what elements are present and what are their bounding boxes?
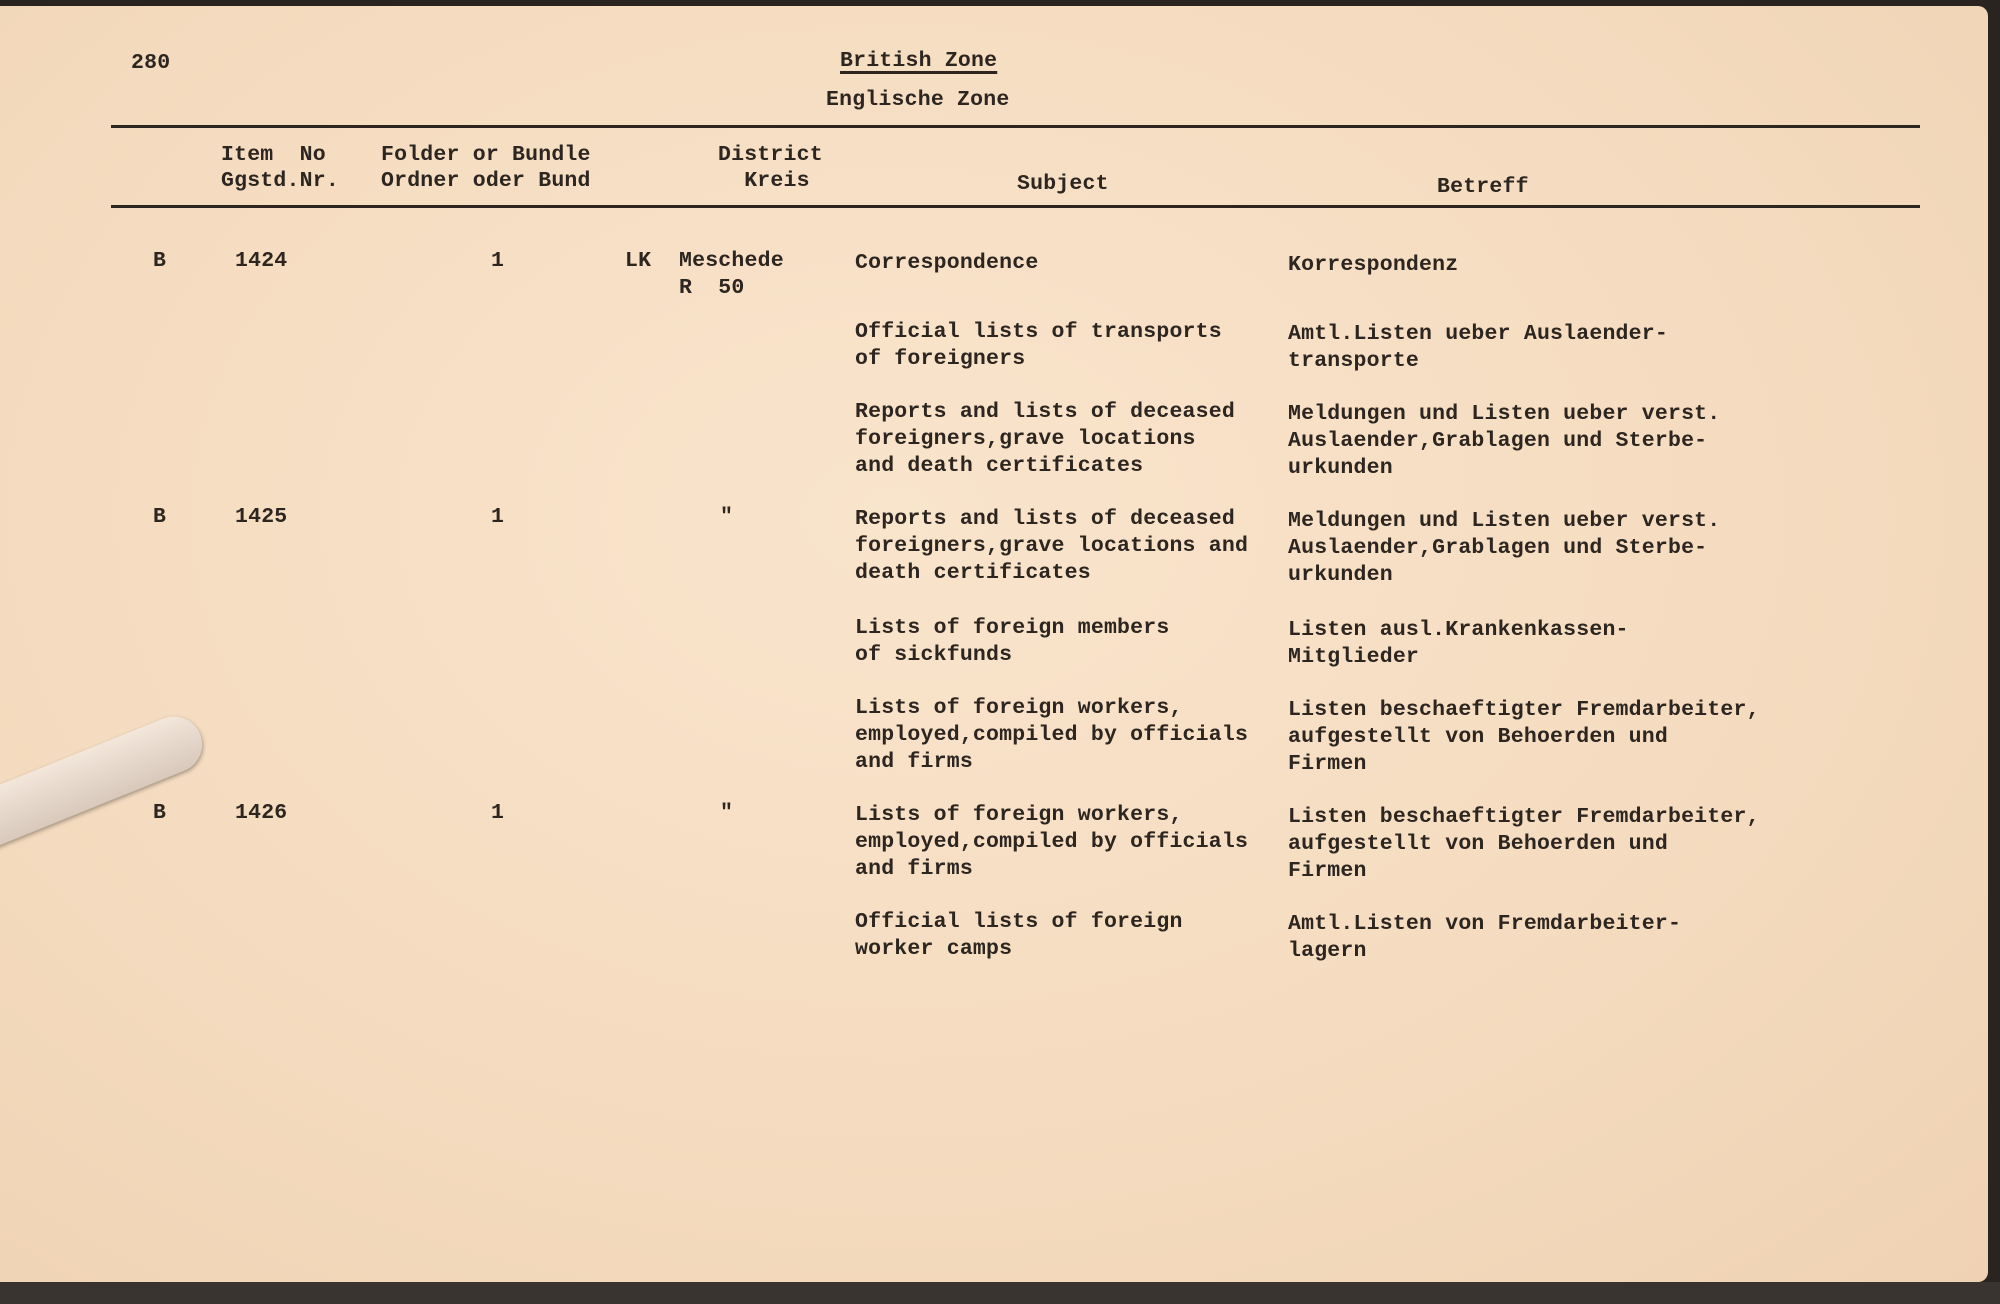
header-item-de: Ggstd.Nr. (221, 169, 339, 193)
entry-district: Meschede R 50 (679, 249, 784, 300)
page-subtitle: Englische Zone (826, 88, 1010, 112)
entry-district: " (720, 801, 734, 825)
entry-folder: 1 (491, 249, 505, 273)
entry-betreff: Listen beschaeftigter Fremdarbeiter, aufgestellt von Behoerden und Firmen (1288, 805, 1760, 883)
header-folder-en: Folder or Bundle (381, 143, 591, 167)
entry-betreff: Amtl.Listen von Fremdarbeiter- lagern (1288, 912, 1682, 963)
entry-betreff: Listen beschaeftigter Fremdarbeiter, aufgestellt von Behoerden und Firmen (1288, 698, 1760, 776)
page-title: British Zone (840, 49, 998, 73)
entry-subject: Lists of foreign workers, employed,compiled by officials and firms (855, 696, 1249, 774)
entry-district: " (720, 505, 734, 529)
entry-betreff: Amtl.Listen ueber Auslaender- transporte (1288, 322, 1668, 373)
entry-subject: Lists of foreign workers, employed,compiled by officials and firms (855, 803, 1249, 881)
header-bottom-rule (111, 205, 1920, 208)
entry-district-prefix: LK (625, 249, 652, 273)
entry-subject: Reports and lists of deceased foreigners,grave locations and death certificates (855, 507, 1249, 585)
entry-betreff: Korrespondenz (1288, 253, 1459, 277)
header-subject: Subject (1017, 172, 1109, 196)
entry-item-number: 1424 (235, 249, 288, 273)
entry-betreff: Listen ausl.Krankenkassen- Mitglieder (1288, 618, 1629, 669)
header-folder-de: Ordner oder Bund (381, 169, 591, 193)
entry-subject: Official lists of transports of foreigners (855, 320, 1222, 371)
header-top-rule (111, 125, 1920, 128)
entry-folder: 1 (491, 505, 505, 529)
document-page (0, 6, 1988, 1282)
entry-series-letter: B (153, 505, 167, 529)
page-number: 280 (131, 51, 171, 75)
header-district-de: Kreis (718, 169, 810, 193)
entry-subject: Official lists of foreign worker camps (855, 910, 1183, 961)
header-item-en: Item No (221, 143, 326, 167)
entry-subject: Lists of foreign members of sickfunds (855, 616, 1170, 667)
entry-item-number: 1426 (235, 801, 288, 825)
header-district-en: District (718, 143, 823, 167)
entry-subject: Reports and lists of deceased foreigners,grave locations and death certificates (855, 400, 1235, 478)
scanner-edge (0, 1282, 2000, 1304)
pen-object (0, 708, 210, 850)
entry-series-letter: B (153, 249, 167, 273)
entry-folder: 1 (491, 801, 505, 825)
entry-betreff: Meldungen und Listen ueber verst. Auslaender,Grablagen und Sterbe- urkunden (1288, 402, 1721, 480)
entry-item-number: 1425 (235, 505, 288, 529)
entry-subject: Correspondence (855, 251, 1039, 275)
header-betreff: Betreff (1437, 175, 1529, 199)
entry-series-letter: B (153, 801, 167, 825)
entry-betreff: Meldungen und Listen ueber verst. Auslaender,Grablagen und Sterbe- urkunden (1288, 509, 1721, 587)
